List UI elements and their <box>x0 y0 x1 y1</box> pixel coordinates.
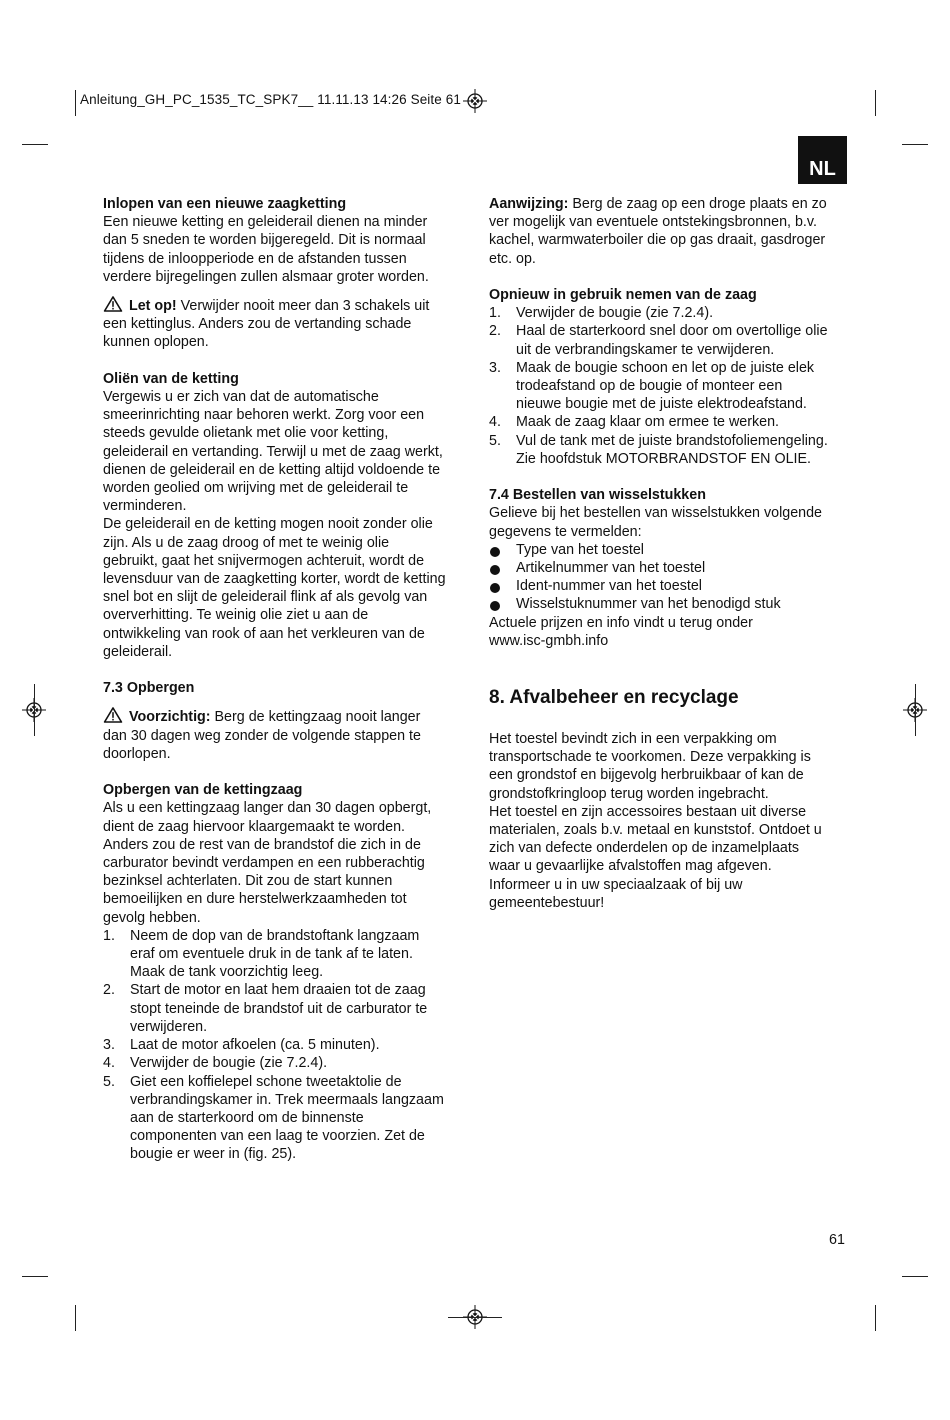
list-item <box>489 304 859 322</box>
text-line: dienen de geleiderail en de ketting altijd voldoende te <box>103 461 441 478</box>
page-number: 61 <box>829 1232 845 1248</box>
text-line: kachel, warmwaterboiler die op gas draait, gasdroger <box>489 232 826 249</box>
text-line: gemeentebestuur! <box>489 894 605 911</box>
text-line: een kettinglus. Anders zou de vertanding schade <box>103 316 412 333</box>
text-line: tijdens de inloopperiode en de afstanden tussen <box>103 250 407 267</box>
file-header-line: Anleitung_GH_PC_1535_TC_SPK7__ 11.11.13 14:26 Seite 61 <box>80 92 461 107</box>
chapter-title: 8. Afvalbeheer en recyclage <box>489 687 739 709</box>
caution-label: Voorzichtig: <box>129 709 211 726</box>
crop-mark <box>875 1305 876 1331</box>
text-line: steeds gevulde olietank met olie voor ketting, <box>103 425 389 442</box>
restart-steps-list <box>489 304 859 468</box>
text-line: Vul de tank met de juiste brandstofoliemengeling. <box>516 432 828 449</box>
text-line: verminderen. <box>103 498 187 515</box>
list-item <box>489 595 859 613</box>
note-text: Berg de zaag op een droge plaats en zo <box>568 196 827 212</box>
text-line: bezinksel achterlaten. Dit zou de start kunnen <box>103 873 393 890</box>
text-line: Als u een kettingzaag langer dan 30 dagen opbergt, <box>103 800 432 817</box>
text-line: bemoeilijken en dure herstelwerkzaamheden tot <box>103 891 407 908</box>
warning-triangle-icon <box>103 707 123 723</box>
crop-mark <box>875 90 876 116</box>
text-line: Actuele prijzen en info vindt u terug onder <box>489 614 753 631</box>
list-number: 1. <box>489 305 501 322</box>
text-line: Verwijder de bougie (zie 7.2.4). <box>516 305 714 322</box>
text-line: een grondstof en bijgevolg herbruikbaar of kan de <box>489 767 804 784</box>
bullet-text: Type van het toestel <box>516 541 644 558</box>
text-line: zijn. Als u de zaag droog of met te weinig olie <box>103 534 390 551</box>
text-line: doorlopen. <box>103 745 171 762</box>
text-line: dan 5 sneden te worden bijgeregeld. Dit is normaal <box>103 232 426 249</box>
text-line: Verwijder de bougie (zie 7.2.4). <box>130 1055 328 1072</box>
left-column <box>103 195 473 1164</box>
note-paragraph <box>489 195 859 213</box>
list-number: 5. <box>103 1073 115 1090</box>
list-item <box>489 541 859 559</box>
section-heading: Inlopen van een nieuwe zaagketting <box>103 196 347 212</box>
website-text: www.isc-gmbh.info <box>489 632 609 649</box>
text-line: carburator bevindt verdampen en een rubberachtig <box>103 855 425 872</box>
text-line: geleiderail. <box>103 643 173 660</box>
section-heading: Opnieuw in gebruik nemen van de zaag <box>489 287 757 303</box>
text-line: gebruikt, gaat het snijvermogen achteruit, wordt de <box>103 552 425 569</box>
text-line: eraf om eventuele druk in de tank af te laten. <box>130 946 413 963</box>
list-item <box>489 322 859 358</box>
list-number: 5. <box>489 432 501 449</box>
text-line: dient de zaag hiervoor klaargemaakt te worden. <box>103 818 406 835</box>
text-line: Maak de tank voorzichtig leeg. <box>130 964 324 981</box>
text-line: componenten van een laag te voorzien. Zet de <box>130 1128 425 1145</box>
text-line: aan de starterkoord om de binnenste <box>130 1109 364 1126</box>
order-info-list <box>489 541 859 614</box>
caution-text: Berg de kettingzaag nooit langer <box>210 709 421 726</box>
warning-triangle-icon <box>103 296 123 312</box>
crop-mark <box>75 90 76 116</box>
crop-mark <box>34 684 35 736</box>
crop-mark <box>902 1276 928 1277</box>
text-line: materialen, zoals b.v. metaal en kunststof. Ontdoet u <box>489 822 822 839</box>
right-column <box>489 195 859 912</box>
text-line: verbrandingskamer in. Trek meermaals langzaam <box>130 1091 444 1108</box>
caution-paragraph <box>103 707 473 726</box>
text-line: zich van defecte onderdelen op de inzamelplaats <box>489 840 799 857</box>
text-line: Neem de dop van de brandstoftank langzaam <box>130 927 420 944</box>
text-line: gegevens te vermelden: <box>489 523 642 540</box>
text-line: kunnen oplopen. <box>103 334 209 351</box>
crop-mark <box>448 1317 502 1318</box>
list-number: 3. <box>103 1037 115 1054</box>
text-line: worden geolied om wrijving met de geleiderail te <box>103 480 409 497</box>
text-line: geleiderail en vertanding. Terwijl u met de zaag werkt, <box>103 443 443 460</box>
text-line: snel bot en slijt de geleiderail flink af als gevolg van <box>103 589 428 606</box>
text-line: verwijderen. <box>130 1018 208 1035</box>
list-item <box>489 413 859 431</box>
text-line: Het toestel en zijn accessoires bestaan uit diverse <box>489 803 807 820</box>
text-line: Start de motor en laat hem draaien tot de zaag <box>130 982 426 999</box>
section-heading: 7.4 Bestellen van wisselstukken <box>489 487 706 504</box>
list-item <box>103 981 473 1036</box>
text-line: gevolg hebben. <box>103 909 201 926</box>
crop-mark <box>902 144 928 145</box>
section-heading: Oliën van de ketting <box>103 370 239 387</box>
section-heading: 7.3 Opbergen <box>103 680 195 697</box>
crop-mark <box>75 1305 76 1331</box>
text-line: ver mogelijk van eventuele ontstekingsbronnen, b.v. <box>489 214 817 231</box>
warning-paragraph <box>103 296 473 315</box>
crop-mark <box>22 1276 48 1277</box>
bullet-text: Wisselstuknummer van het benodigd stuk <box>516 596 781 613</box>
bullet-icon <box>490 565 500 575</box>
text-line: dan 30 dagen weg zonder de volgende stappen te <box>103 727 421 744</box>
text-line: transportschade te voorkomen. Deze verpakking is <box>489 749 811 766</box>
registration-mark-icon <box>463 89 487 113</box>
list-item <box>103 1054 473 1072</box>
list-item <box>489 359 859 414</box>
crop-mark <box>22 144 48 145</box>
list-number: 3. <box>489 359 501 376</box>
text-line: ontwikkeling van rook of aan het verkleuren van de <box>103 625 425 642</box>
text-line: Gelieve bij het bestellen van wisselstukken volgende <box>489 505 822 522</box>
crop-mark <box>915 684 916 736</box>
text-line: etc. op. <box>489 250 536 267</box>
section-heading: Opbergen van de kettingzaag <box>103 782 303 799</box>
list-item <box>103 1036 473 1054</box>
text-line: Maak de bougie schoon en let op de juiste elek <box>516 359 815 376</box>
text-line: verdere bijregelingen zullen alsmaar groter worden. <box>103 268 429 285</box>
text-line: uit de verbrandingskamer te verwijderen. <box>516 341 775 358</box>
warning-label: Let op! <box>129 298 177 315</box>
bullet-icon <box>490 547 500 557</box>
text-line: Maak de zaag klaar om ermee te werken. <box>516 414 780 431</box>
text-line: Vergewis u er zich van dat de automatische <box>103 389 379 406</box>
text-line: Zie hoofdstuk MOTORBRANDSTOF EN OLIE. <box>516 450 812 467</box>
list-number: 1. <box>103 927 115 944</box>
text-line: smeerinrichting naar behoren werkt. Zorg voor een <box>103 407 425 424</box>
text-line: bougie er weer in (fig. 25). <box>130 1146 297 1163</box>
text-line: levensduur van de zaagketting korter, wordt de ketting <box>103 571 446 588</box>
text-line: Anders zou de rest van de brandstof die zich in de <box>103 836 421 853</box>
list-item <box>103 927 473 982</box>
bullet-text: Artikelnummer van het toestel <box>516 560 706 577</box>
list-number: 4. <box>103 1055 115 1072</box>
text-line: Informeer u in uw speciaalzaak of bij uw <box>489 876 743 893</box>
text-line: Een nieuwe ketting en geleiderail dienen na minder <box>103 214 428 231</box>
list-item <box>489 432 859 468</box>
text-line: nieuwe bougie met de juiste elektrodeafstand. <box>516 396 807 413</box>
list-number: 2. <box>489 323 501 340</box>
text-line: grondstofkringloop terug worden ingebracht. <box>489 785 769 802</box>
bullet-icon <box>490 601 500 611</box>
note-label: Aanwijzing: <box>489 196 569 212</box>
list-item <box>103 1073 473 1164</box>
text-line: trodeafstand op de bougie of monteer een <box>516 378 783 395</box>
storage-steps-list <box>103 927 473 1164</box>
text-line: Laat de motor afkoelen (ca. 5 minuten). <box>130 1037 380 1054</box>
text-line: Het toestel bevindt zich in een verpakking om <box>489 731 777 748</box>
text-line: De geleiderail en de ketting mogen nooit zonder olie <box>103 516 433 533</box>
list-number: 2. <box>103 982 115 999</box>
text-line: oververhitting. Te weinig olie ziet u aan de <box>103 607 369 624</box>
warning-text: Verwijder nooit meer dan 3 schakels uit <box>176 298 430 315</box>
text-line: waar u gevaarlijke afvalstoffen mag afgeven. <box>489 858 772 875</box>
list-item <box>489 577 859 595</box>
language-badge: NL <box>798 136 847 184</box>
bullet-icon <box>490 583 500 593</box>
list-number: 4. <box>489 414 501 431</box>
text-line: Giet een koffielepel schone tweetaktolie de <box>130 1073 402 1090</box>
bullet-text: Ident-nummer van het toestel <box>516 578 702 595</box>
list-item <box>489 559 859 577</box>
text-line: Haal de starterkoord snel door om overtollige olie <box>516 323 828 340</box>
text-line: stopt teneinde de brandstof uit de carburator te <box>130 1000 428 1017</box>
